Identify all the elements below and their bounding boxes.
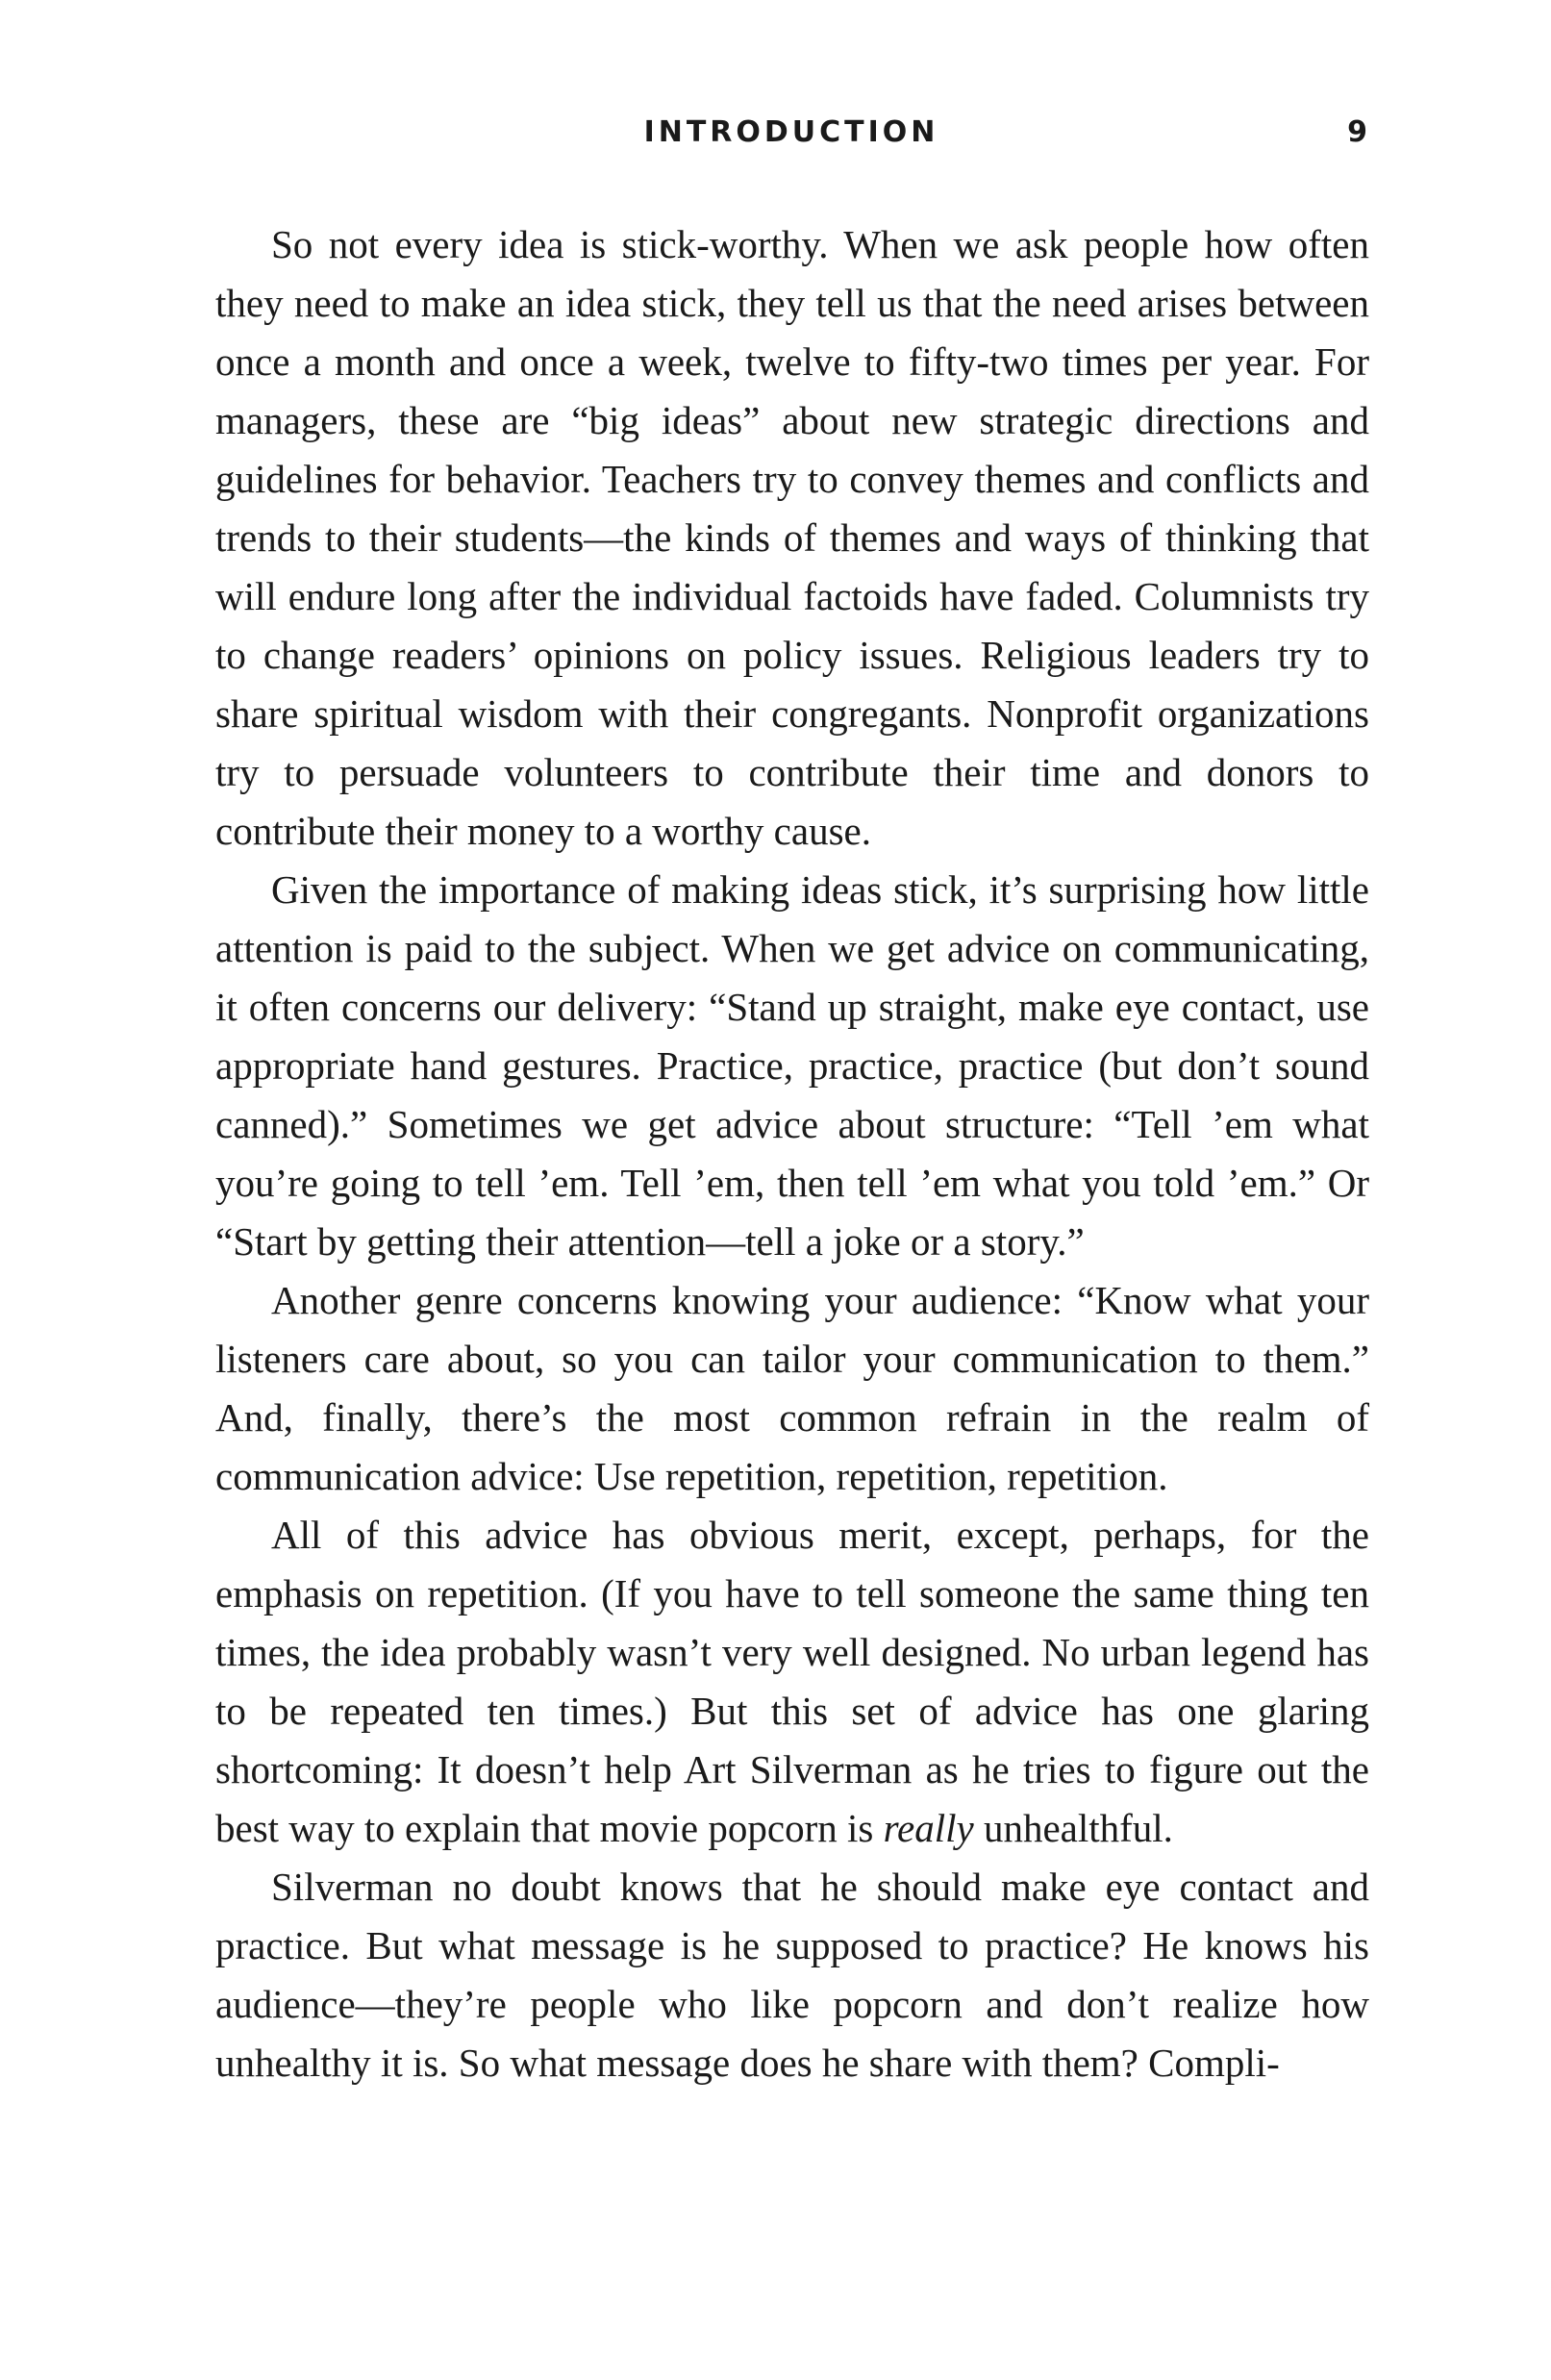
- paragraph-4: [215, 1506, 1369, 1858]
- page-number: 9: [1347, 115, 1367, 149]
- running-head: INTRODUCTION: [643, 115, 939, 149]
- paragraph-3: Another genre concerns knowing your audience: “Know what your listeners care about, so you can tailor your communication to them.” And, finally, there’s the most common refrain in the realm of communication advice: Use repetition, repetition, repetition.: [215, 1278, 1369, 1498]
- paragraph-4-text-before: All of this advice has obvious merit, except, perhaps, for the emphasis on repetition. (If you have to tell someone the same thing ten times, the idea probably wasn’t very well designed. No urban legend has to be repeated ten times.) But this set of advice has one glaring shortcoming: It doesn’t help Art Silverman as he tries to figure out the best way to explain that movie popcorn is: [215, 1513, 1369, 1850]
- paragraph-2: Given the importance of making ideas stick, it’s surprising how little attention is paid to the subject. When we get advice on communicating, it often concerns our delivery: “Stand up straight, make eye contact, use appropriate hand gestures. Practice, practice, practice (but don’t sound canned).” Sometimes we get advice about structure: “Tell ’em what you’re going to tell ’em. Tell ’em, then tell ’em what you told ’em.” Or “Start by getting their attention—tell a joke or a story.”: [215, 867, 1369, 1264]
- emphasis-really: really: [883, 1806, 974, 1850]
- page-header: [215, 115, 1367, 162]
- paragraph-1: So not every idea is stick-worthy. When we ask people how often they need to make an idea stick, they tell us that the need arises between once a month and once a week, twelve to fifty-two times per year. For managers, these are “big ideas” about new strategic directions and guidelines for behavior. Teachers try to convey themes and conflicts and trends to their students—the kinds of themes and ways of thinking that will endure long after the individual factoids have faded. Columnists try to change readers’ opinions on policy issues. Religious leaders try to share spiritual wisdom with their congregants. Nonprofit organizations try to persuade volunteers to contribute their time and donors to contribute their money to a worthy cause.: [215, 222, 1369, 853]
- body-text: [215, 215, 1369, 2092]
- paragraph-4-text-after: unhealthful.: [973, 1806, 1173, 1850]
- paragraph-5: Silverman no doubt knows that he should make eye contact and practice. But what message is he supposed to practice? He knows his audience—they’re people who like popcorn and don’t realize how unhealthy it is. So what message does he share with them? Compli-: [215, 1865, 1369, 2085]
